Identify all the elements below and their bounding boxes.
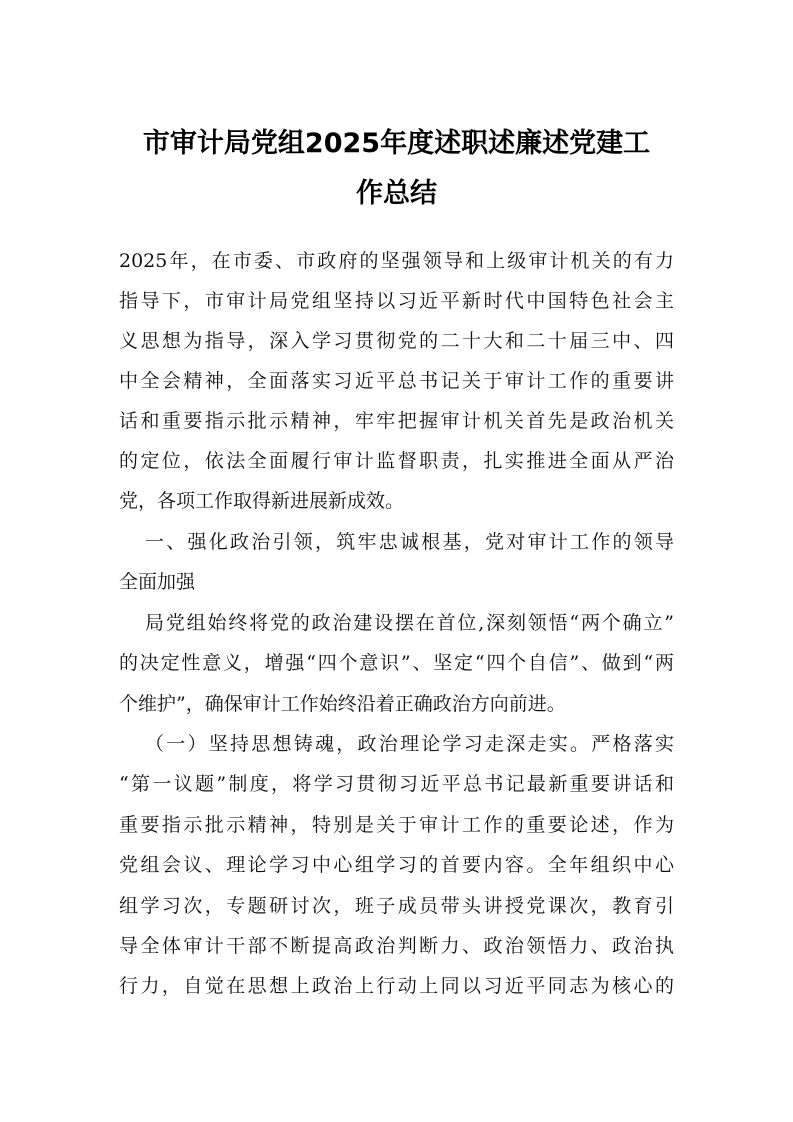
body-text-line: 导全体审计干部不断提高政治判断力、政治领悟力、政治执: [119, 935, 674, 957]
body-text-line: 重要指示批示精神，特别是关于审计工作的重要论述，作为: [119, 814, 674, 836]
body-text-line: 行力，自觉在思想上政治上行动上同以习近平同志为核心的: [119, 975, 674, 997]
body-text-line: 党组会议、理论学习中心组学习的首要内容。全年组织中心: [119, 854, 674, 876]
body-text-line: 中全会精神，全面落实习近平总书记关于审计工作的重要讲: [119, 370, 674, 392]
body-text-line: 党，各项工作取得新进展新成效。: [119, 490, 405, 512]
subsection-text-line: （一）坚持思想铸魂，政治理论学习走深走实。严格落实: [145, 733, 674, 755]
section-heading-line: 一、强化政治引领，筑牢忠诚根基，党对审计工作的领导: [145, 531, 674, 553]
section-heading-line: 全面加强: [119, 571, 196, 593]
body-text-line: 义思想为指导，深入学习贯彻党的二十大和二十届三中、四: [119, 330, 674, 352]
body-text-line: 2025年，在市委、市政府的坚强领导和上级审计机关的有力: [119, 250, 674, 272]
document-title-line-2: 作总结: [356, 178, 437, 209]
document-title-line-1: 市审计局党组2025年度述职述廉述党建工: [142, 128, 651, 159]
body-text-line: 的定位，依法全面履行审计监督职责，扎实推进全面从严治: [119, 450, 674, 472]
body-text-line: 个维护”，确保审计工作始终沿着正确政治方向前进。: [119, 693, 566, 715]
body-text-line: 指导下，市审计局党组坚持以习近平新时代中国特色社会主: [119, 290, 674, 312]
body-text-line: 话和重要指示批示精神，牢牢把握审计机关首先是政治机关: [119, 410, 674, 432]
body-text-line: “第一议题”制度，将学习贯彻习近平总书记最新重要讲话和: [119, 773, 674, 795]
body-text-line: 局党组始终将党的政治建设摆在首位,深刻领悟“两个确立”: [145, 612, 674, 634]
body-text-line: 的决定性意义，增强“四个意识”、坚定“四个自信”、做到“两: [119, 652, 674, 674]
body-text-line: 组学习次，专题研讨次，班子成员带头讲授党课次，教育引: [119, 895, 674, 917]
